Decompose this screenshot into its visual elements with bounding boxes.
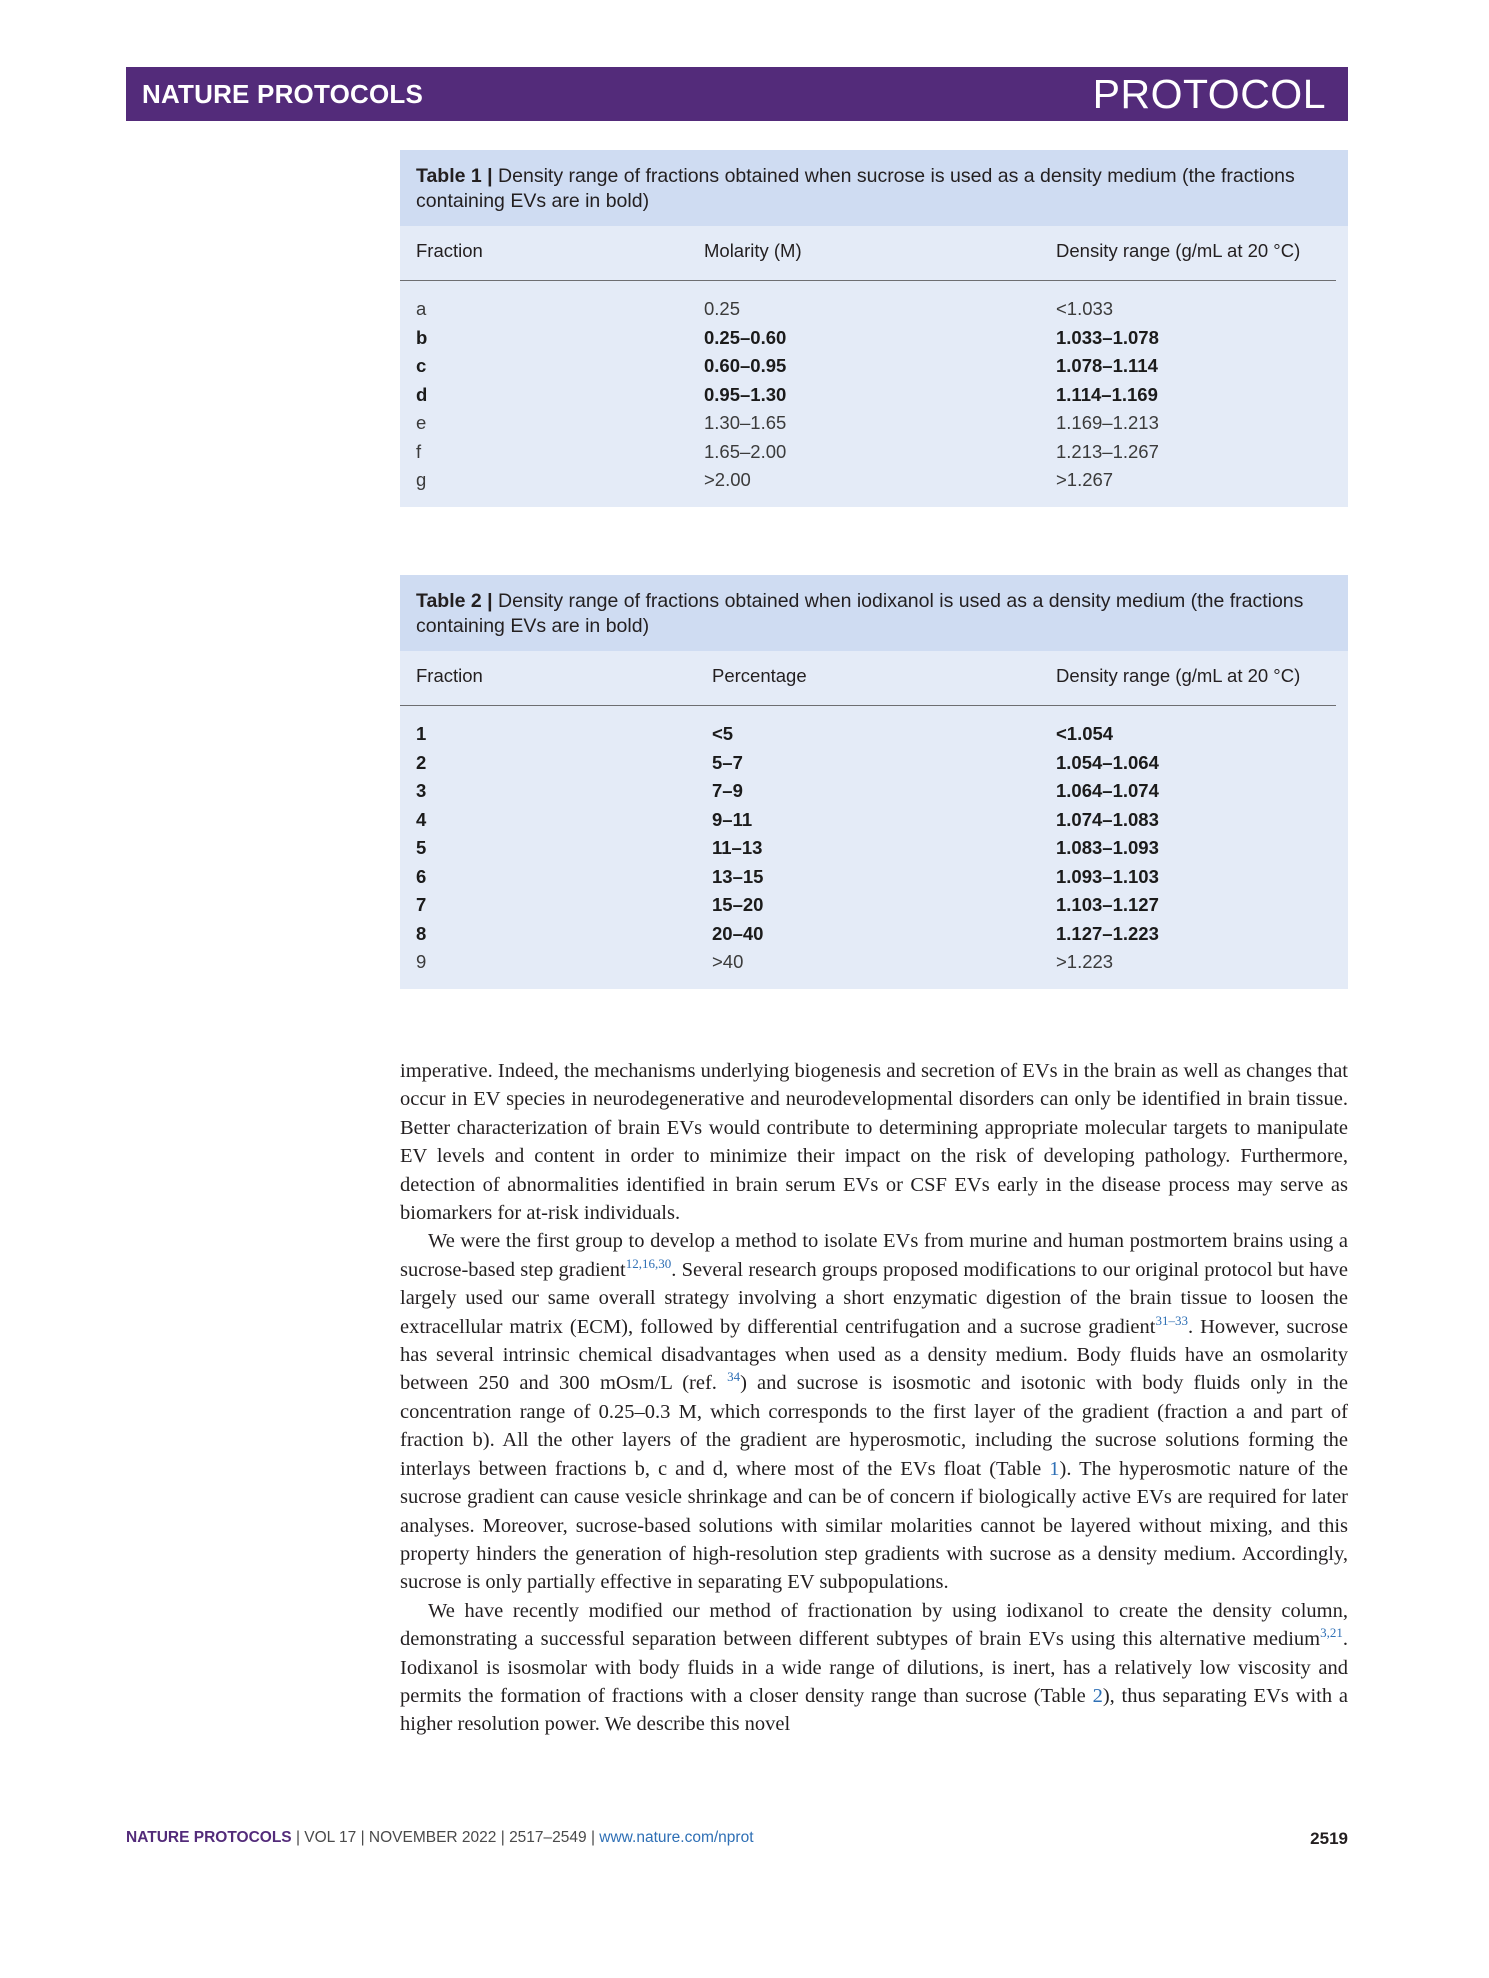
- table-1-grid: [400, 226, 1336, 495]
- table-row: [400, 749, 1336, 778]
- value-cell: 1.65–2.00: [704, 440, 787, 462]
- table-row: [400, 863, 1336, 892]
- table-row: [400, 281, 1336, 324]
- value-cell: 0.60–0.95: [704, 355, 787, 376]
- table-2-caption-text: Density range of fractions obtained when iodixanol is used as a density medium (the fractions containing EVs are in bold): [416, 590, 1304, 637]
- density-cell: 1.064–1.074: [1056, 780, 1159, 801]
- column-header: Fraction: [400, 226, 704, 281]
- fraction-cell: e: [416, 412, 427, 433]
- paragraph-2: We were the first group to develop a method to isolate EVs from murine and human postmortem brains using a sucrose-based step gradient$^{12,16,30}$. Several research groups proposed modifications to our original protocol but have largely used our same overall strategy involving a short enzymatic digestion of the brain tissue to loosen the extracellular matrix (ECM), followed by differential centrifugation and a sucrose gradient$^{31-33}$. However, sucrose has several intrinsic chemical disadvantages when used as a density medium. Body fluids have an osmolarity between 250 and 300 mOsm/L (ref. $^{34}$) and sucrose is isosmotic and isotonic with body fluids only in the concentration range of 0.25–0.3 M, which corresponds to the first layer of the gradient (fraction a and part of fraction b). All the other layers of the gradient are hyperosmotic, including the sucrose solutions forming the interlays between fractions b, c and d, where most of the EVs float (Table 1). The hyperosmotic nature of the sucrose gradient can cause vesicle shrinkage and can be of concern if biologically active EVs are required for later analyses. Moreover, sucrose-based solutions with similar molarities cannot be layered without mixing, and this property hinders the generation of high-resolution step gradients with sucrose as a density medium. Accordingly, sucrose is only partially effective in separating EV subpopulations.: [400, 1230, 1348, 1594]
- value-cell: 0.25: [704, 298, 741, 319]
- fraction-cell: 5: [416, 837, 427, 858]
- table-row: [400, 352, 1336, 381]
- page-footer: [126, 1829, 1348, 1849]
- table-row: [400, 948, 1336, 977]
- density-cell: 1.083–1.093: [1056, 837, 1159, 858]
- fraction-cell: 7: [416, 894, 427, 915]
- fraction-cell: 9: [416, 951, 427, 972]
- fraction-cell: c: [416, 355, 427, 376]
- density-cell: <1.033: [1056, 298, 1114, 319]
- fraction-cell: b: [416, 326, 428, 348]
- footer-journal: NATURE PROTOCOLS: [126, 1829, 292, 1846]
- value-cell: 11–13: [712, 837, 763, 858]
- density-cell: 1.213–1.267: [1056, 440, 1159, 462]
- table-1-caption: [400, 150, 1348, 226]
- fraction-cell: 4: [416, 808, 427, 830]
- table-row: [400, 438, 1336, 467]
- footer-volume: VOL 17: [304, 1829, 357, 1846]
- fraction-cell: g: [416, 469, 427, 490]
- table-row: [400, 409, 1336, 438]
- table-2-caption: [400, 575, 1348, 651]
- value-cell: 15–20: [712, 894, 764, 915]
- density-cell: 1.093–1.103: [1056, 865, 1159, 887]
- column-header: Density range (g/mL at 20 °C): [1056, 651, 1336, 706]
- citation-link[interactable]: 3,21: [1320, 1625, 1343, 1641]
- fraction-cell: 1: [416, 723, 427, 744]
- value-cell: 1.30–1.65: [704, 412, 787, 433]
- density-cell: >1.223: [1056, 951, 1114, 972]
- table-row: [400, 891, 1336, 920]
- table-2: [400, 575, 1348, 989]
- fraction-cell: 2: [416, 751, 427, 773]
- table-1-label: Table 1 |: [416, 165, 493, 187]
- footer-date: NOVEMBER 2022: [368, 1829, 497, 1846]
- table-row: [400, 381, 1336, 410]
- density-cell: 1.074–1.083: [1056, 808, 1159, 830]
- fraction-cell: d: [416, 383, 428, 405]
- density-cell: >1.267: [1056, 469, 1114, 490]
- value-cell: 9–11: [712, 808, 753, 830]
- value-cell: 13–15: [712, 865, 764, 887]
- table-link[interactable]: 2: [1092, 1684, 1103, 1707]
- table-row: [400, 806, 1336, 835]
- fraction-cell: 8: [416, 922, 427, 944]
- fraction-cell: f: [416, 440, 422, 462]
- table-1-caption-text: Density range of fractions obtained when sucrose is used as a density medium (the fractions containing EVs are in bold): [416, 165, 1295, 212]
- table-2-grid: [400, 651, 1336, 977]
- value-cell: 20–40: [712, 922, 764, 944]
- journal-name: NATURE PROTOCOLS: [142, 78, 424, 109]
- value-cell: 7–9: [712, 780, 743, 801]
- paragraph-1: imperative. Indeed, the mechanisms underlying biogenesis and secretion of EVs in the brain as well as changes that occur in EV species in neurodegenerative and neurodevelopmental disorders can only be identified in brain tissue. Better characterization of brain EVs would contribute to determining appropriate molecular targets to manipulate EV levels and content in order to minimize their impact on the risk of developing pathology. Furthermore, detection of abnormalities identified in brain serum EVs or CSF EVs early in the disease process may serve as biomarkers for at-risk individuals.: [400, 1060, 1348, 1225]
- density-cell: 1.033–1.078: [1056, 326, 1159, 348]
- density-cell: 1.127–1.223: [1056, 922, 1159, 944]
- article-type: PROTOCOL: [1092, 70, 1326, 117]
- column-header: Fraction: [400, 651, 704, 706]
- value-cell: 0.25–0.60: [704, 326, 787, 348]
- table-row: [400, 706, 1336, 749]
- column-header: Density range (g/mL at 20 °C): [1056, 226, 1336, 281]
- density-cell: 1.169–1.213: [1056, 412, 1159, 433]
- value-cell: >2.00: [704, 469, 751, 490]
- footer-pages: 2517–2549: [509, 1829, 587, 1846]
- fraction-cell: 3: [416, 780, 427, 801]
- table-row: [400, 324, 1336, 353]
- citation-link[interactable]: 12,16,30: [625, 1256, 672, 1272]
- page-number: 2519: [1310, 1829, 1348, 1848]
- table-1: [400, 150, 1348, 507]
- density-cell: 1.103–1.127: [1056, 894, 1159, 915]
- density-cell: <1.054: [1056, 723, 1114, 744]
- value-cell: >40: [712, 951, 744, 972]
- citation-link[interactable]: 31–33: [1155, 1312, 1188, 1328]
- table-row: [400, 777, 1336, 806]
- fraction-cell: 6: [416, 865, 427, 887]
- body-text: [400, 1057, 1348, 1739]
- value-cell: 5–7: [712, 751, 743, 773]
- table-row: [400, 834, 1336, 863]
- table-row: [400, 466, 1336, 495]
- paragraph-3: We have recently modified our method of fractionation by using iodixanol to create the density column, demonstrating a successful separation between different subtypes of brain EVs using this alternative medium$^{3,21}$. Iodixanol is isosmolar with body fluids in a wide range of dilutions, is inert, has a relatively low viscosity and permits the formation of fractions with a closer density range than sucrose (Table 2), thus separating EVs with a higher resolution power. We describe this novel: [400, 1599, 1348, 1736]
- table-row: [400, 920, 1336, 949]
- density-cell: 1.114–1.169: [1056, 383, 1158, 405]
- column-header: Molarity (M): [704, 226, 1056, 281]
- fraction-cell: a: [416, 298, 427, 319]
- footer-url-link[interactable]: www.nature.com/nprot: [599, 1829, 754, 1846]
- value-cell: <5: [712, 723, 734, 744]
- table-link[interactable]: 1: [1049, 1457, 1060, 1480]
- footer-citation: NATURE PROTOCOLS | VOL 17 | NOVEMBER 2022 | 2517–2549 | www.nature.com/nprot: [126, 1829, 754, 1846]
- density-cell: 1.078–1.114: [1056, 355, 1158, 376]
- density-cell: 1.054–1.064: [1056, 751, 1159, 773]
- citation-link[interactable]: 34: [727, 1369, 741, 1385]
- value-cell: 0.95–1.30: [704, 383, 787, 405]
- column-header: Percentage: [704, 651, 1056, 706]
- table-2-label: Table 2 |: [416, 590, 493, 612]
- journal-header: [126, 67, 1348, 121]
